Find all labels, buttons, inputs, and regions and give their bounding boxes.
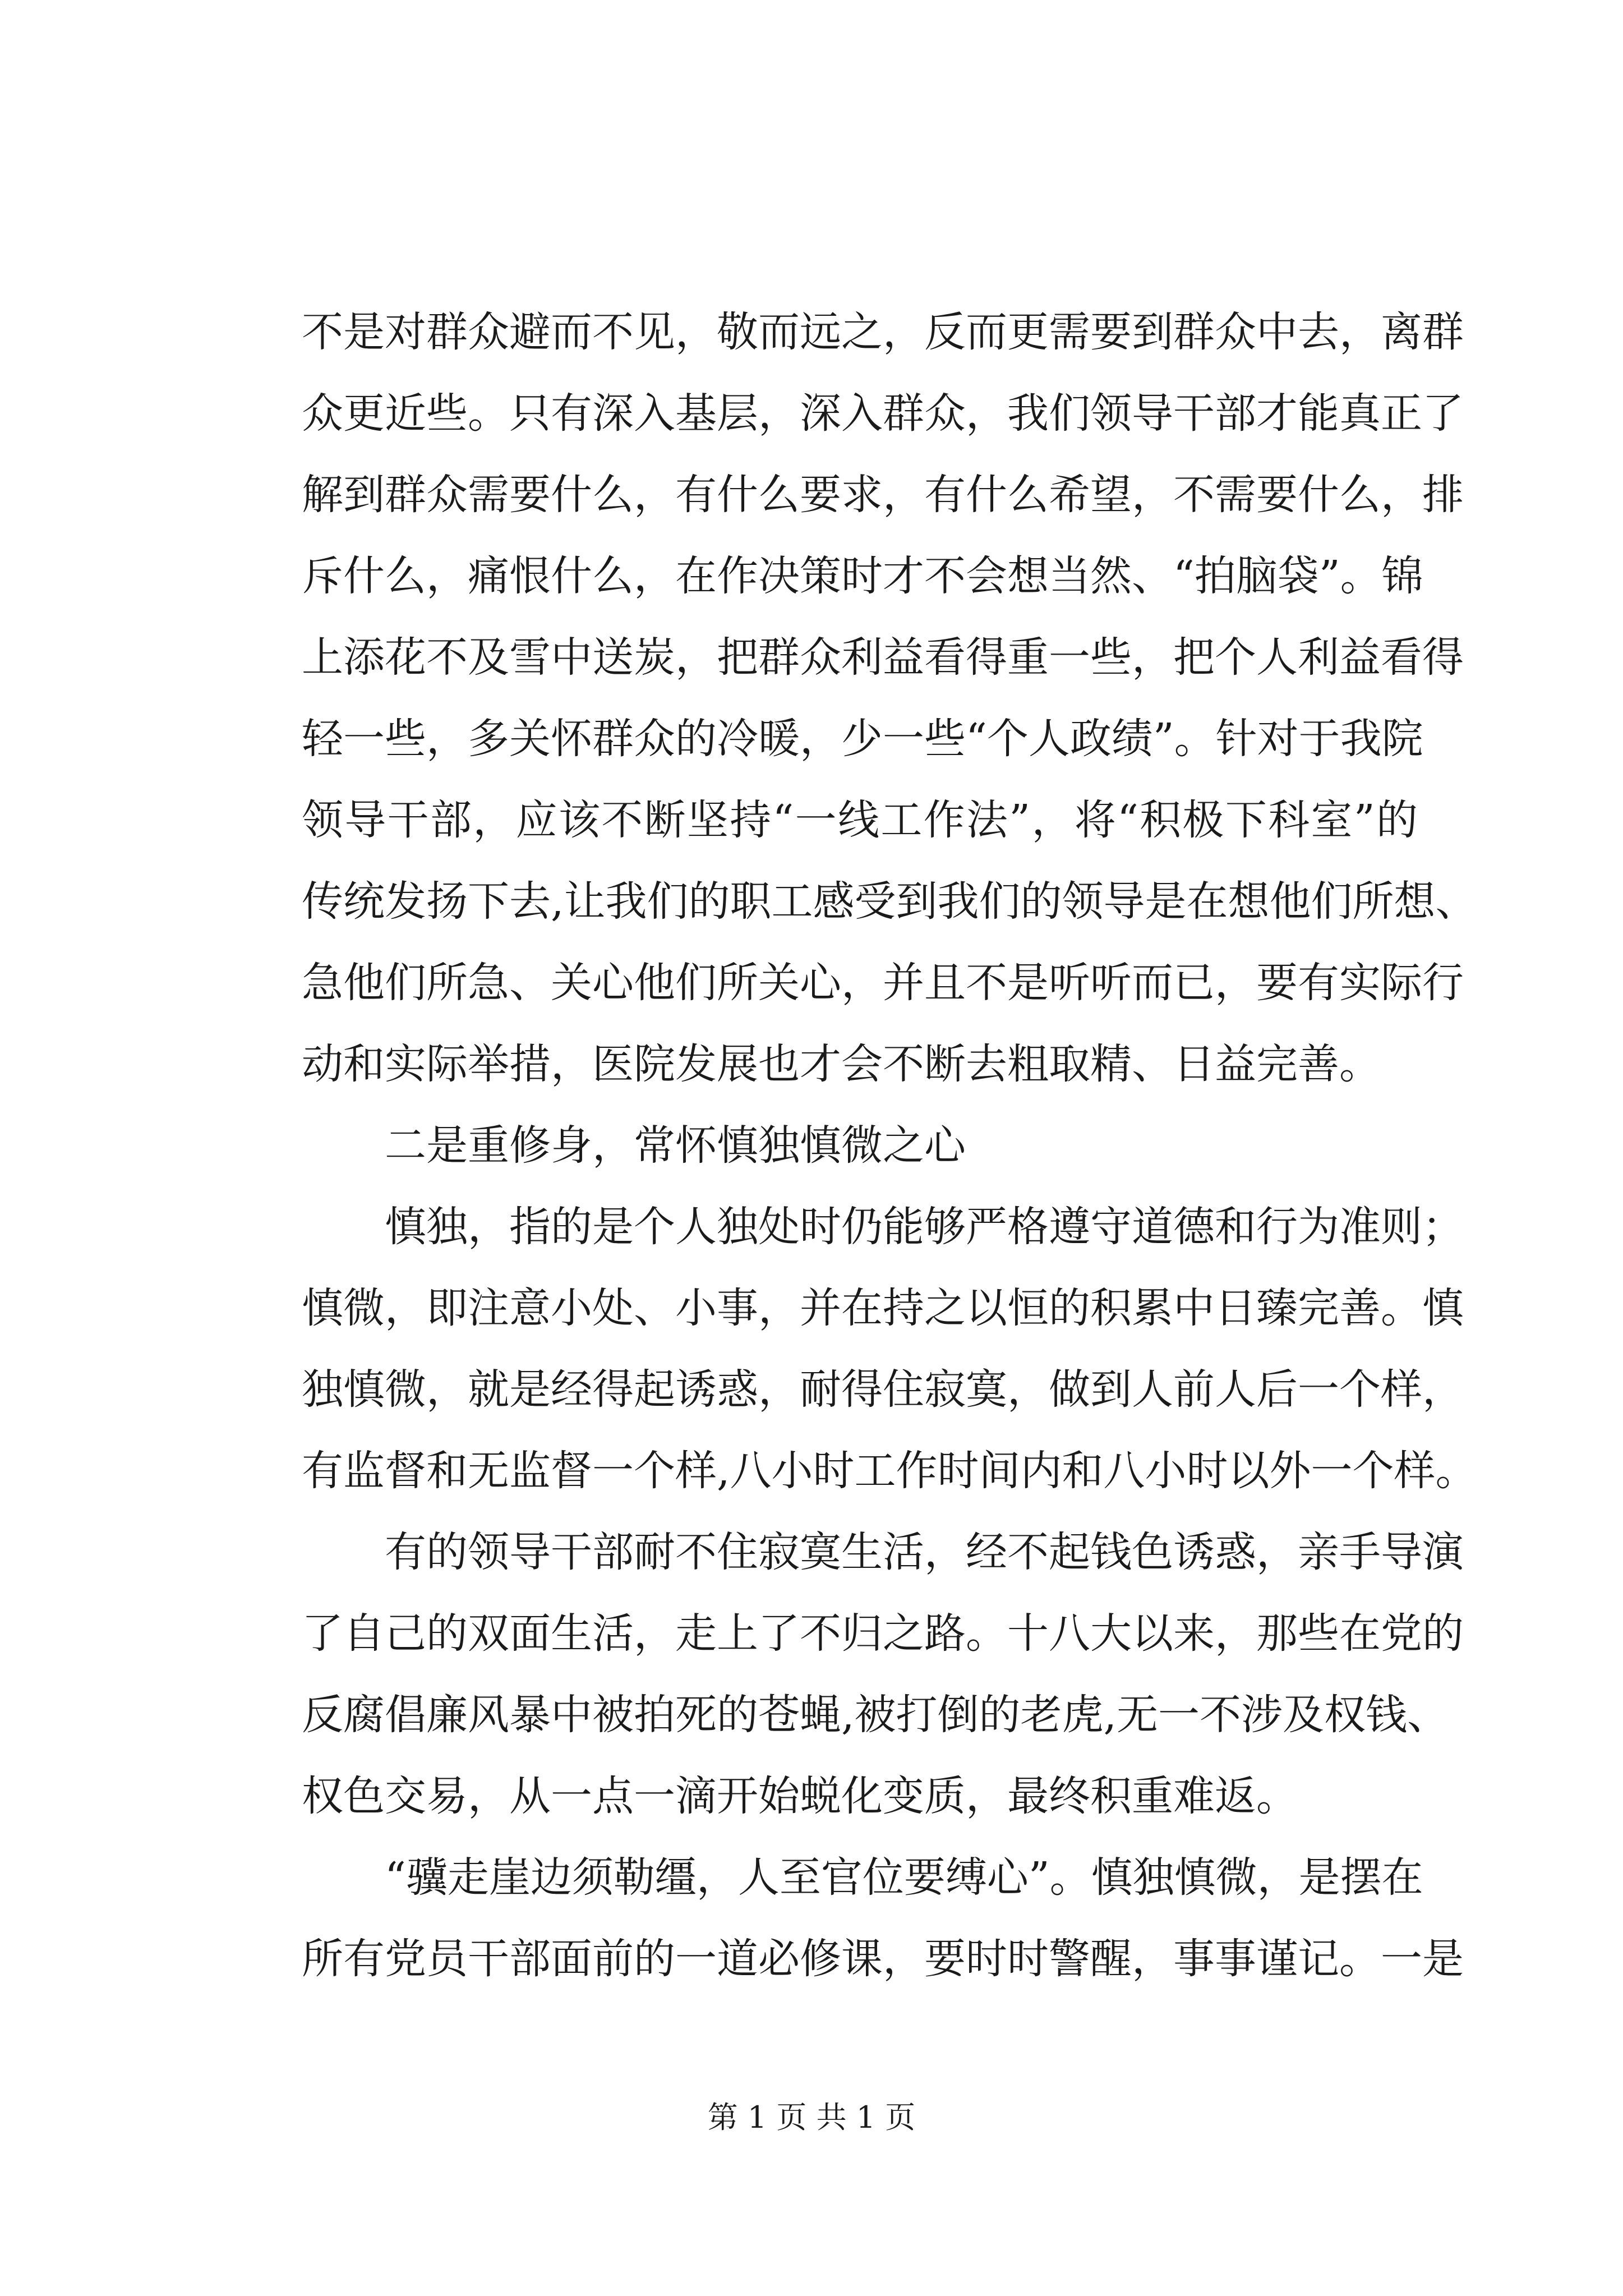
- text-line: “骥走崖边须勒缰，人至官位要缚心”。慎独慎微，是摆在: [302, 1853, 1423, 1902]
- section-heading: 二是重修身，常怀慎独慎微之心: [302, 1121, 966, 1170]
- text-line: 慎微，即注意小处、小事，并在持之以恒的积累中日臻完善。慎: [302, 1284, 1464, 1332]
- text-line: 有的领导干部耐不住寂寞生活，经不起钱色诱惑，亲手导演: [302, 1528, 1464, 1576]
- text-line: 权色交易，从一点一滴开始蜕化变质，最终积重难返。: [302, 1772, 1298, 1820]
- text-line: 众更近些。只有深入基层，深入群众，我们领导干部才能真正了: [302, 389, 1464, 438]
- text-line: 解到群众需要什么，有什么要求，有什么希望，不需要什么，排: [302, 471, 1464, 519]
- text-line: 慎独，指的是个人独处时仍能够严格遵守道德和行为准则；: [302, 1203, 1464, 1251]
- text-line: 传统发扬下去,让我们的职工感受到我们的领导是在想他们所想、: [302, 877, 1477, 926]
- text-line: 了自己的双面生活，走上了不归之路。十八大以来，那些在党的: [302, 1609, 1464, 1658]
- page-footer: 第 1 页 共 1 页: [707, 2100, 916, 2135]
- text-line: 所有党员干部面前的一道必修课，要时时警醒，事事谨记。一是: [302, 1935, 1464, 1983]
- text-line: 轻一些，多关怀群众的冷暖，少一些“个人政绩”。针对于我院: [302, 715, 1423, 763]
- text-line: 不是对群众避而不见，敬而远之，反而更需要到群众中去，离群: [302, 308, 1464, 356]
- text-line: 领导干部，应该不断坚持“一线工作法”，将“积极下科室”的: [302, 796, 1418, 844]
- text-line: 急他们所急、关心他们所关心，并且不是听听而已，要有实际行: [302, 959, 1464, 1007]
- body-text: [302, 292, 1477, 2000]
- text-line: 斥什么，痛恨什么，在作决策时才不会想当然、“拍脑袋”。锦: [302, 552, 1423, 600]
- text-line: 有监督和无监督一个样,八小时工作时间内和八小时以外一个样。: [302, 1447, 1477, 1495]
- text-line: 反腐倡廉风暴中被拍死的苍蝇,被打倒的老虎,无一不涉及权钱、: [302, 1691, 1449, 1739]
- text-line: 上添花不及雪中送炭，把群众利益看得重一些，把个人利益看得: [302, 633, 1464, 682]
- text-line: 动和实际举措，医院发展也才会不断去粗取精、日益完善。: [302, 1040, 1381, 1088]
- text-line: 独慎微，就是经得起诱惑，耐得住寂寞，做到人前人后一个样，: [302, 1365, 1464, 1414]
